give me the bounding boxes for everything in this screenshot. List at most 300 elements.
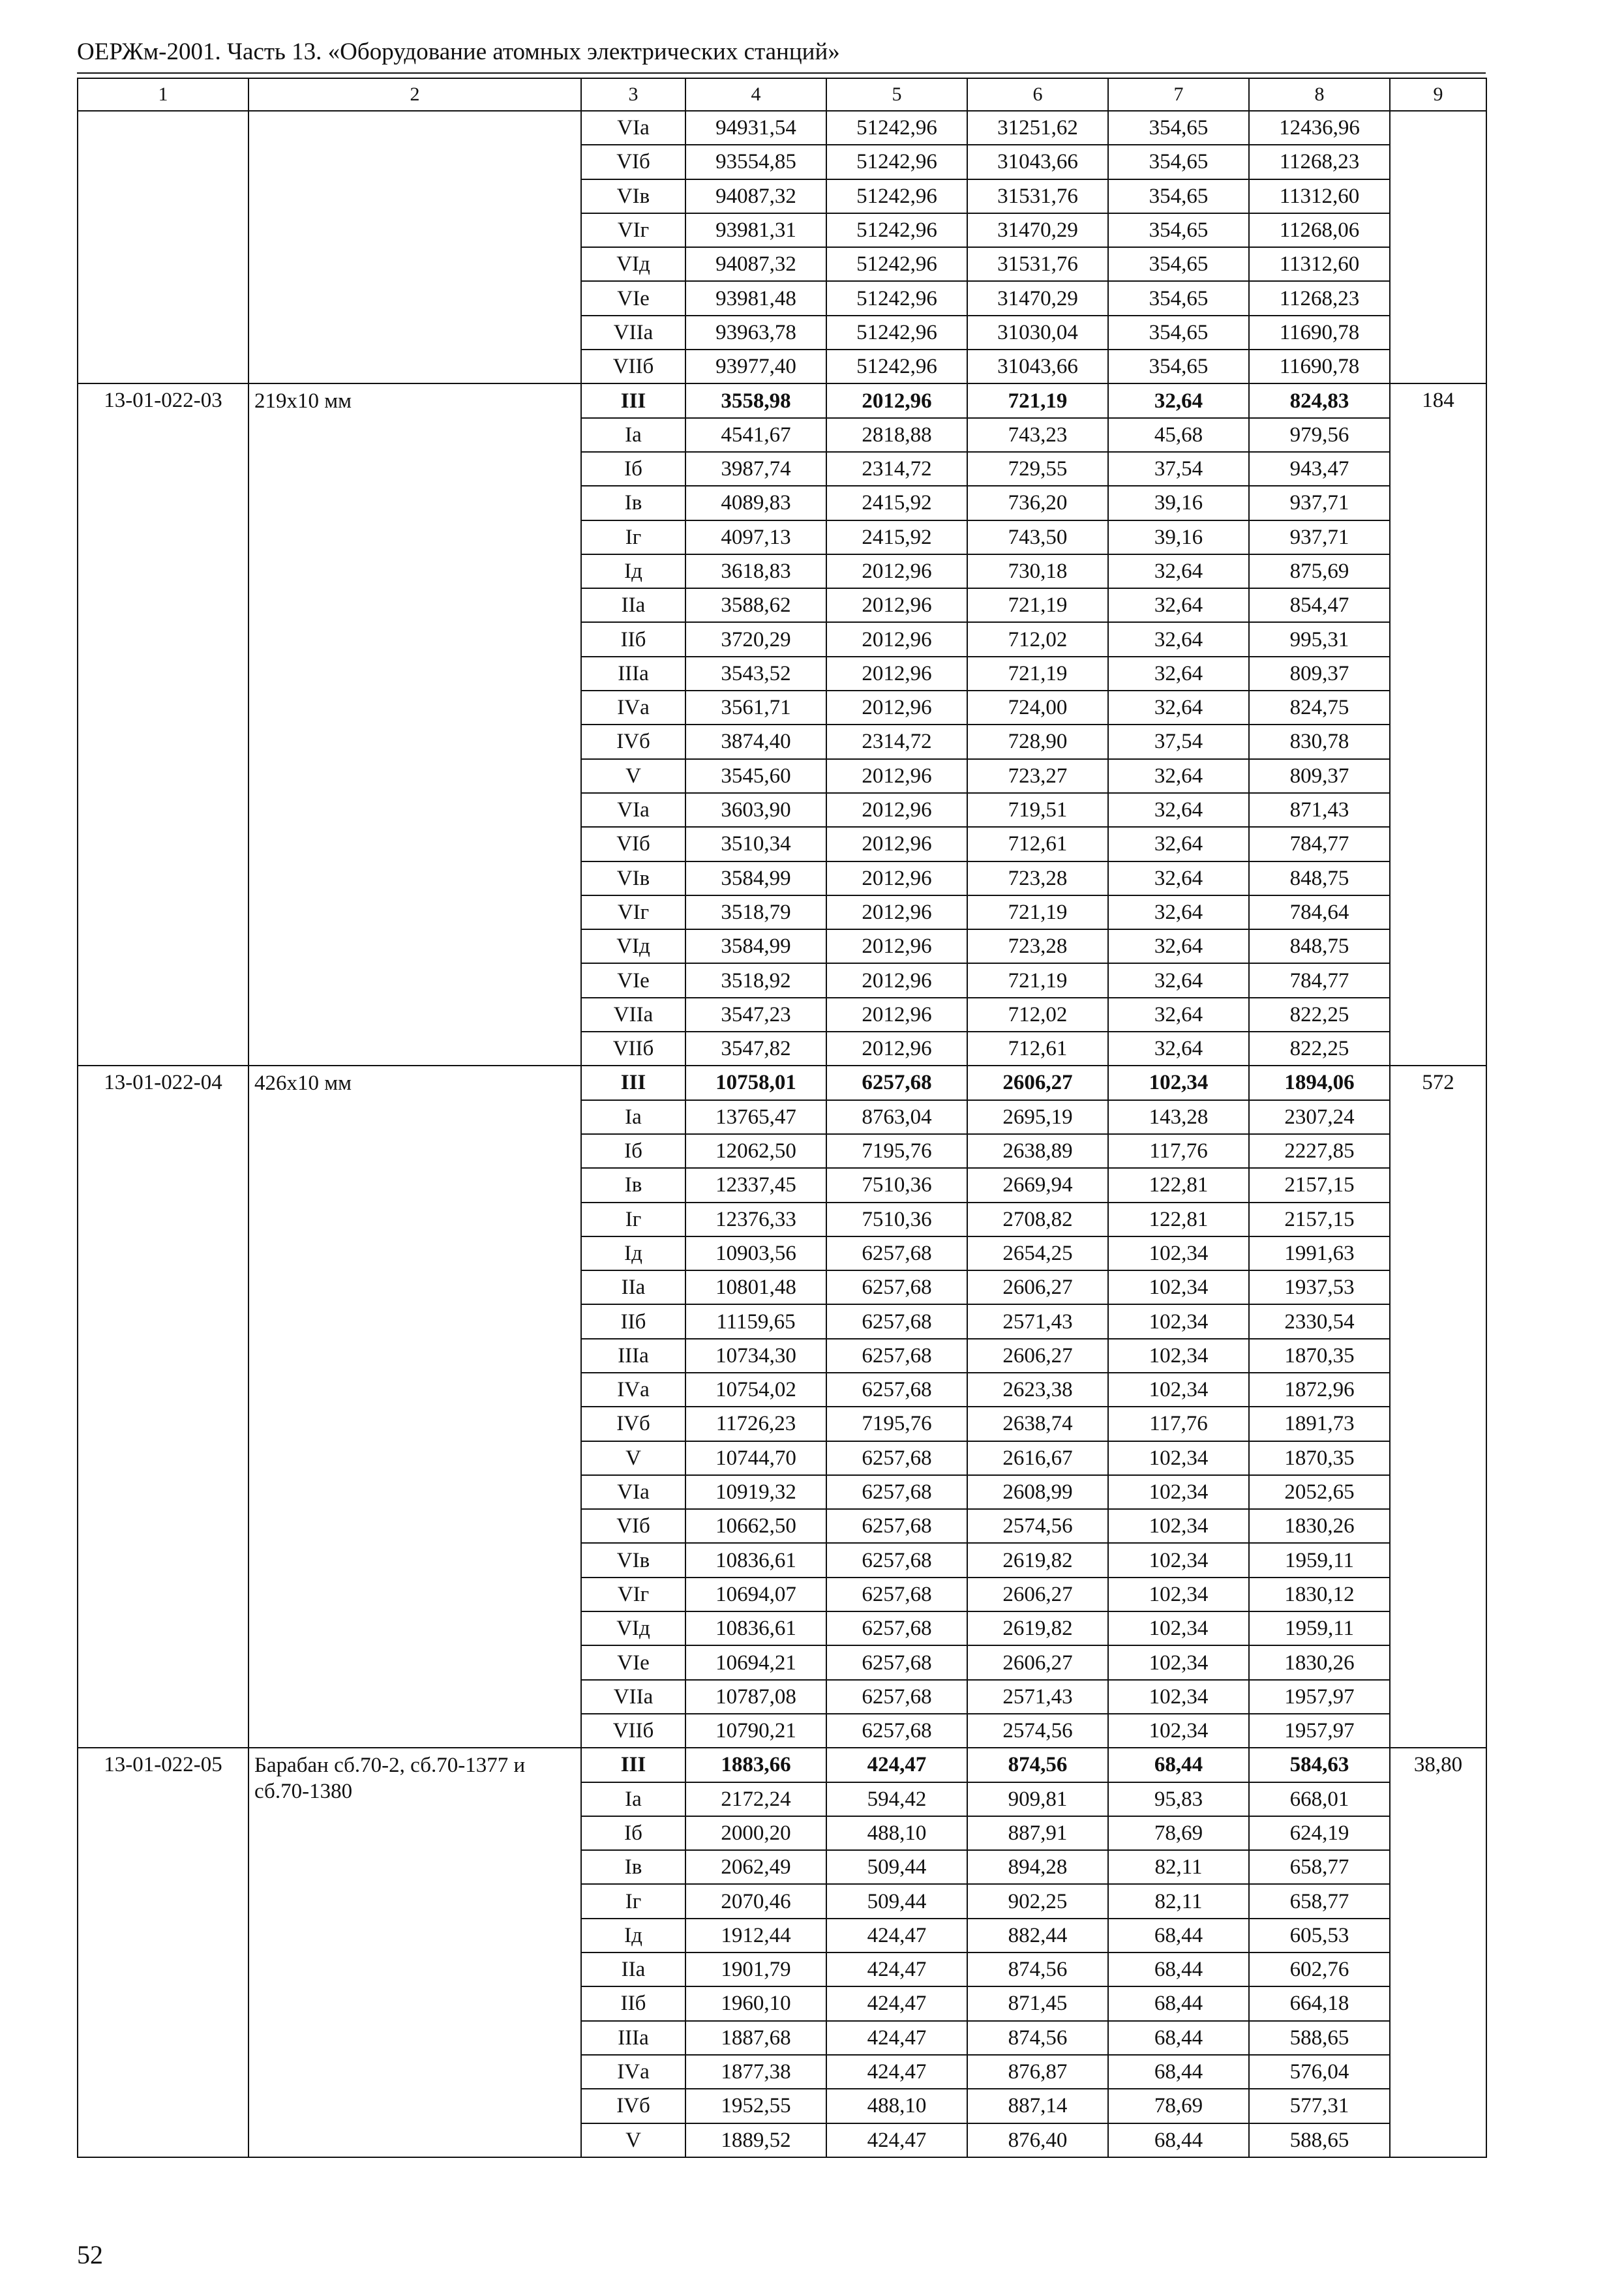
zone-cell: VIд: [581, 929, 685, 963]
value-cell: 488,10: [826, 2089, 967, 2123]
value-cell: 2227,85: [1249, 1134, 1390, 1168]
value-cell: 2012,96: [826, 963, 967, 997]
zone-cell: Iб: [581, 452, 685, 486]
value-cell: 2012,96: [826, 622, 967, 656]
value-cell: 602,76: [1249, 1952, 1390, 1986]
value-cell: 3618,83: [685, 554, 826, 588]
value-cell: 68,44: [1108, 1986, 1249, 2020]
value-cell: 93554,85: [685, 145, 826, 179]
value-cell: 82,11: [1108, 1850, 1249, 1884]
value-cell: 2415,92: [826, 520, 967, 554]
zone-cell: VIг: [581, 895, 685, 929]
value-cell: 102,34: [1108, 1066, 1249, 1100]
zone-cell: Iб: [581, 1816, 685, 1850]
value-cell: 32,64: [1108, 657, 1249, 691]
value-cell: 68,44: [1108, 2123, 1249, 2157]
value-cell: 39,16: [1108, 520, 1249, 554]
value-cell: 11268,23: [1249, 145, 1390, 179]
col9-value-cell: 572: [1390, 1066, 1486, 1748]
value-cell: 31470,29: [967, 213, 1108, 247]
col-header: 2: [248, 78, 581, 111]
value-cell: 31531,76: [967, 179, 1108, 213]
zone-cell: Iб: [581, 1134, 685, 1168]
value-cell: 45,68: [1108, 418, 1249, 452]
value-cell: 12062,50: [685, 1134, 826, 1168]
col9-value-cell: [1390, 111, 1486, 383]
value-cell: 32,64: [1108, 861, 1249, 895]
value-cell: 12337,45: [685, 1168, 826, 1202]
value-cell: 12436,96: [1249, 111, 1390, 145]
zone-cell: VIг: [581, 1578, 685, 1611]
value-cell: 588,65: [1249, 2021, 1390, 2055]
value-cell: 7195,76: [826, 1134, 967, 1168]
zone-cell: Iв: [581, 486, 685, 520]
value-cell: 11312,60: [1249, 179, 1390, 213]
value-cell: 424,47: [826, 1919, 967, 1952]
value-cell: 2314,72: [826, 452, 967, 486]
zone-cell: VIа: [581, 111, 685, 145]
value-cell: 102,34: [1108, 1543, 1249, 1577]
zone-cell: VIв: [581, 861, 685, 895]
value-cell: 3545,60: [685, 759, 826, 793]
zone-cell: Iа: [581, 418, 685, 452]
column-number-row: [78, 78, 1486, 111]
value-cell: 2012,96: [826, 998, 967, 1032]
value-cell: 871,45: [967, 1986, 1108, 2020]
value-cell: 723,28: [967, 929, 1108, 963]
zone-cell: Iг: [581, 1884, 685, 1918]
value-cell: 1991,63: [1249, 1236, 1390, 1270]
value-cell: 3547,23: [685, 998, 826, 1032]
value-cell: 31531,76: [967, 247, 1108, 281]
value-cell: 2608,99: [967, 1475, 1108, 1509]
value-cell: 721,19: [967, 895, 1108, 929]
value-cell: 102,34: [1108, 1714, 1249, 1748]
value-cell: 102,34: [1108, 1373, 1249, 1407]
resource-name-cell: Барабан сб.70-2, сб.70-1377 и сб.70-1380: [248, 1748, 581, 2157]
value-cell: 588,65: [1249, 2123, 1390, 2157]
value-cell: 3874,40: [685, 725, 826, 758]
table-row: [78, 111, 1486, 145]
value-cell: 11159,65: [685, 1304, 826, 1338]
value-cell: 2012,96: [826, 895, 967, 929]
table-row: [78, 1748, 1486, 1782]
value-cell: 102,34: [1108, 1645, 1249, 1679]
value-cell: 784,77: [1249, 963, 1390, 997]
value-cell: 10836,61: [685, 1543, 826, 1577]
value-cell: 93981,31: [685, 213, 826, 247]
value-cell: 10801,48: [685, 1270, 826, 1304]
col-header: 1: [78, 78, 248, 111]
value-cell: 887,14: [967, 2089, 1108, 2123]
value-cell: 1912,44: [685, 1919, 826, 1952]
value-cell: 94087,32: [685, 247, 826, 281]
value-cell: 509,44: [826, 1884, 967, 1918]
value-cell: 3588,62: [685, 588, 826, 622]
value-cell: 39,16: [1108, 486, 1249, 520]
value-cell: 102,34: [1108, 1578, 1249, 1611]
value-cell: 3720,29: [685, 622, 826, 656]
value-cell: 37,54: [1108, 452, 1249, 486]
value-cell: 2012,96: [826, 861, 967, 895]
value-cell: 2012,96: [826, 1032, 967, 1066]
value-cell: 102,34: [1108, 1441, 1249, 1475]
value-cell: 82,11: [1108, 1884, 1249, 1918]
zone-cell: IIб: [581, 1986, 685, 2020]
price-table: [77, 78, 1487, 2158]
zone-cell: VIIб: [581, 1714, 685, 1748]
value-cell: 723,28: [967, 861, 1108, 895]
value-cell: 2619,82: [967, 1611, 1108, 1645]
value-cell: 943,47: [1249, 452, 1390, 486]
zone-cell: IVа: [581, 691, 685, 725]
page-header: ОЕРЖм-2001. Часть 13. «Оборудование атомных электрических станций»: [77, 38, 840, 65]
value-cell: 729,55: [967, 452, 1108, 486]
zone-cell: IIIа: [581, 657, 685, 691]
value-cell: 1877,38: [685, 2055, 826, 2089]
col-header: 7: [1108, 78, 1249, 111]
value-cell: 31030,04: [967, 316, 1108, 350]
value-cell: 721,19: [967, 963, 1108, 997]
value-cell: 728,90: [967, 725, 1108, 758]
value-cell: 10734,30: [685, 1339, 826, 1373]
value-cell: 876,87: [967, 2055, 1108, 2089]
value-cell: 730,18: [967, 554, 1108, 588]
value-cell: 848,75: [1249, 929, 1390, 963]
value-cell: 2307,24: [1249, 1100, 1390, 1134]
value-cell: 824,83: [1249, 383, 1390, 417]
value-cell: 784,77: [1249, 827, 1390, 861]
value-cell: 1959,11: [1249, 1543, 1390, 1577]
value-cell: 6257,68: [826, 1373, 967, 1407]
zone-cell: VIб: [581, 145, 685, 179]
value-cell: 3518,79: [685, 895, 826, 929]
value-cell: 6257,68: [826, 1611, 967, 1645]
zone-cell: VIIа: [581, 998, 685, 1032]
zone-cell: VIа: [581, 1475, 685, 1509]
value-cell: 7510,36: [826, 1203, 967, 1236]
value-cell: 424,47: [826, 1986, 967, 2020]
value-cell: 31251,62: [967, 111, 1108, 145]
value-cell: 1960,10: [685, 1986, 826, 2020]
zone-cell: IIа: [581, 1270, 685, 1304]
value-cell: 3561,71: [685, 691, 826, 725]
value-cell: 584,63: [1249, 1748, 1390, 1782]
zone-cell: Iд: [581, 1236, 685, 1270]
zone-cell: Iд: [581, 1919, 685, 1952]
header-rule: [77, 72, 1486, 74]
value-cell: 12376,33: [685, 1203, 826, 1236]
value-cell: 1872,96: [1249, 1373, 1390, 1407]
col-header: 5: [826, 78, 967, 111]
value-cell: 78,69: [1108, 1816, 1249, 1850]
value-cell: 1830,26: [1249, 1509, 1390, 1543]
value-cell: 68,44: [1108, 1748, 1249, 1782]
value-cell: 10662,50: [685, 1509, 826, 1543]
value-cell: 2606,27: [967, 1578, 1108, 1611]
value-cell: 4089,83: [685, 486, 826, 520]
value-cell: 1891,73: [1249, 1407, 1390, 1441]
value-cell: 424,47: [826, 1952, 967, 1986]
value-cell: 1901,79: [685, 1952, 826, 1986]
value-cell: 2012,96: [826, 759, 967, 793]
value-cell: 102,34: [1108, 1509, 1249, 1543]
value-cell: 1889,52: [685, 2123, 826, 2157]
resource-name-cell: [248, 111, 581, 383]
zone-cell: VIIб: [581, 350, 685, 383]
zone-cell: III: [581, 383, 685, 417]
value-cell: 10694,07: [685, 1578, 826, 1611]
value-cell: 354,65: [1108, 179, 1249, 213]
value-cell: 51242,96: [826, 247, 967, 281]
value-cell: 784,64: [1249, 895, 1390, 929]
value-cell: 1883,66: [685, 1748, 826, 1782]
value-cell: 1937,53: [1249, 1270, 1390, 1304]
zone-cell: VIв: [581, 179, 685, 213]
value-cell: 94087,32: [685, 179, 826, 213]
value-cell: 117,76: [1108, 1134, 1249, 1168]
value-cell: 721,19: [967, 383, 1108, 417]
value-cell: 8763,04: [826, 1100, 967, 1134]
zone-cell: VIIб: [581, 1032, 685, 1066]
value-cell: 937,71: [1249, 486, 1390, 520]
value-cell: 719,51: [967, 793, 1108, 827]
value-cell: 6257,68: [826, 1543, 967, 1577]
value-cell: 509,44: [826, 1850, 967, 1884]
col-header: 6: [967, 78, 1108, 111]
value-cell: 2012,96: [826, 383, 967, 417]
value-cell: 2062,49: [685, 1850, 826, 1884]
value-cell: 979,56: [1249, 418, 1390, 452]
value-cell: 882,44: [967, 1919, 1108, 1952]
value-cell: 668,01: [1249, 1782, 1390, 1816]
value-cell: 830,78: [1249, 725, 1390, 758]
value-cell: 874,56: [967, 2021, 1108, 2055]
value-cell: 874,56: [967, 1748, 1108, 1782]
value-cell: 605,53: [1249, 1919, 1390, 1952]
value-cell: 32,64: [1108, 691, 1249, 725]
value-cell: 2695,19: [967, 1100, 1108, 1134]
value-cell: 2012,96: [826, 827, 967, 861]
value-cell: 32,64: [1108, 998, 1249, 1032]
zone-cell: VIд: [581, 1611, 685, 1645]
value-cell: 93963,78: [685, 316, 826, 350]
value-cell: 2000,20: [685, 1816, 826, 1850]
zone-cell: VIд: [581, 247, 685, 281]
value-cell: 6257,68: [826, 1714, 967, 1748]
value-cell: 809,37: [1249, 759, 1390, 793]
page-number: 52: [77, 2240, 103, 2269]
value-cell: 887,91: [967, 1816, 1108, 1850]
value-cell: 822,25: [1249, 998, 1390, 1032]
value-cell: 354,65: [1108, 213, 1249, 247]
value-cell: 2571,43: [967, 1680, 1108, 1714]
value-cell: 3547,82: [685, 1032, 826, 1066]
zone-cell: VIIа: [581, 316, 685, 350]
value-cell: 122,81: [1108, 1168, 1249, 1202]
zone-cell: IIIа: [581, 2021, 685, 2055]
zone-cell: IIа: [581, 588, 685, 622]
value-cell: 712,02: [967, 622, 1108, 656]
value-cell: 68,44: [1108, 2021, 1249, 2055]
zone-cell: VIе: [581, 281, 685, 315]
value-cell: 2052,65: [1249, 1475, 1390, 1509]
value-cell: 10903,56: [685, 1236, 826, 1270]
zone-cell: VIб: [581, 827, 685, 861]
zone-cell: Iд: [581, 554, 685, 588]
resource-code-cell: [78, 111, 248, 383]
value-cell: 51242,96: [826, 316, 967, 350]
value-cell: 995,31: [1249, 622, 1390, 656]
value-cell: 51242,96: [826, 111, 967, 145]
value-cell: 2012,96: [826, 691, 967, 725]
resource-code-cell: 13-01-022-03: [78, 383, 248, 1066]
value-cell: 95,83: [1108, 1782, 1249, 1816]
value-cell: 424,47: [826, 2021, 967, 2055]
value-cell: 354,65: [1108, 316, 1249, 350]
value-cell: 2012,96: [826, 929, 967, 963]
value-cell: 2669,94: [967, 1168, 1108, 1202]
value-cell: 32,64: [1108, 588, 1249, 622]
value-cell: 6257,68: [826, 1645, 967, 1679]
value-cell: 102,34: [1108, 1475, 1249, 1509]
value-cell: 2606,27: [967, 1066, 1108, 1100]
value-cell: 875,69: [1249, 554, 1390, 588]
value-cell: 354,65: [1108, 145, 1249, 179]
value-cell: 31043,66: [967, 350, 1108, 383]
table-row: [78, 1066, 1486, 1100]
value-cell: 2638,89: [967, 1134, 1108, 1168]
value-cell: 3603,90: [685, 793, 826, 827]
value-cell: 2157,15: [1249, 1203, 1390, 1236]
value-cell: 3987,74: [685, 452, 826, 486]
value-cell: 577,31: [1249, 2089, 1390, 2123]
value-cell: 2574,56: [967, 1714, 1108, 1748]
zone-cell: VIб: [581, 1509, 685, 1543]
zone-cell: IVб: [581, 2089, 685, 2123]
value-cell: 2415,92: [826, 486, 967, 520]
value-cell: 2606,27: [967, 1270, 1108, 1304]
zone-cell: IVа: [581, 1373, 685, 1407]
value-cell: 93981,48: [685, 281, 826, 315]
value-cell: 624,19: [1249, 1816, 1390, 1850]
value-cell: 3584,99: [685, 861, 826, 895]
zone-cell: VIе: [581, 963, 685, 997]
value-cell: 93977,40: [685, 350, 826, 383]
value-cell: 10694,21: [685, 1645, 826, 1679]
value-cell: 31470,29: [967, 281, 1108, 315]
value-cell: 2606,27: [967, 1645, 1108, 1679]
value-cell: 1870,35: [1249, 1441, 1390, 1475]
value-cell: 6257,68: [826, 1680, 967, 1714]
value-cell: 6257,68: [826, 1441, 967, 1475]
value-cell: 2616,67: [967, 1441, 1108, 1475]
value-cell: 32,64: [1108, 793, 1249, 827]
zone-cell: Iв: [581, 1168, 685, 1202]
value-cell: 51242,96: [826, 213, 967, 247]
value-cell: 6257,68: [826, 1066, 967, 1100]
value-cell: 10790,21: [685, 1714, 826, 1748]
value-cell: 102,34: [1108, 1611, 1249, 1645]
zone-cell: IVб: [581, 725, 685, 758]
value-cell: 848,75: [1249, 861, 1390, 895]
value-cell: 1957,97: [1249, 1680, 1390, 1714]
value-cell: 102,34: [1108, 1236, 1249, 1270]
value-cell: 894,28: [967, 1850, 1108, 1884]
value-cell: 902,25: [967, 1884, 1108, 1918]
value-cell: 13765,47: [685, 1100, 826, 1134]
col-header: 3: [581, 78, 685, 111]
value-cell: 824,75: [1249, 691, 1390, 725]
value-cell: 1887,68: [685, 2021, 826, 2055]
value-cell: 876,40: [967, 2123, 1108, 2157]
value-cell: 854,47: [1249, 588, 1390, 622]
value-cell: 721,19: [967, 588, 1108, 622]
value-cell: 712,61: [967, 1032, 1108, 1066]
col9-value-cell: 184: [1390, 383, 1486, 1066]
zone-cell: IVа: [581, 2055, 685, 2089]
zone-cell: VIIа: [581, 1680, 685, 1714]
value-cell: 102,34: [1108, 1339, 1249, 1373]
value-cell: 94931,54: [685, 111, 826, 145]
value-cell: 11690,78: [1249, 316, 1390, 350]
value-cell: 11726,23: [685, 1407, 826, 1441]
value-cell: 2574,56: [967, 1509, 1108, 1543]
value-cell: 6257,68: [826, 1270, 967, 1304]
value-cell: 68,44: [1108, 1919, 1249, 1952]
col-header: 4: [685, 78, 826, 111]
value-cell: 7195,76: [826, 1407, 967, 1441]
value-cell: 32,64: [1108, 622, 1249, 656]
value-cell: 2172,24: [685, 1782, 826, 1816]
value-cell: 32,64: [1108, 929, 1249, 963]
value-cell: 2012,96: [826, 588, 967, 622]
value-cell: 354,65: [1108, 350, 1249, 383]
zone-cell: IIб: [581, 1304, 685, 1338]
value-cell: 658,77: [1249, 1850, 1390, 1884]
resource-name-cell: 426х10 мм: [248, 1066, 581, 1748]
resource-code-cell: 13-01-022-04: [78, 1066, 248, 1748]
zone-cell: VIа: [581, 793, 685, 827]
zone-cell: Iа: [581, 1782, 685, 1816]
col-header: 8: [1249, 78, 1390, 111]
value-cell: 2623,38: [967, 1373, 1108, 1407]
zone-cell: IIIа: [581, 1339, 685, 1373]
value-cell: 7510,36: [826, 1168, 967, 1202]
value-cell: 11690,78: [1249, 350, 1390, 383]
value-cell: 10758,01: [685, 1066, 826, 1100]
zone-cell: V: [581, 1441, 685, 1475]
value-cell: 6257,68: [826, 1339, 967, 1373]
value-cell: 122,81: [1108, 1203, 1249, 1236]
value-cell: 102,34: [1108, 1270, 1249, 1304]
value-cell: 51242,96: [826, 145, 967, 179]
value-cell: 6257,68: [826, 1578, 967, 1611]
value-cell: 743,23: [967, 418, 1108, 452]
value-cell: 37,54: [1108, 725, 1249, 758]
value-cell: 354,65: [1108, 111, 1249, 145]
value-cell: 68,44: [1108, 1952, 1249, 1986]
value-cell: 2708,82: [967, 1203, 1108, 1236]
zone-cell: VIг: [581, 213, 685, 247]
value-cell: 2070,46: [685, 1884, 826, 1918]
value-cell: 424,47: [826, 2055, 967, 2089]
zone-cell: V: [581, 2123, 685, 2157]
value-cell: 4097,13: [685, 520, 826, 554]
col-header: 9: [1390, 78, 1486, 111]
value-cell: 874,56: [967, 1952, 1108, 1986]
value-cell: 664,18: [1249, 1986, 1390, 2020]
